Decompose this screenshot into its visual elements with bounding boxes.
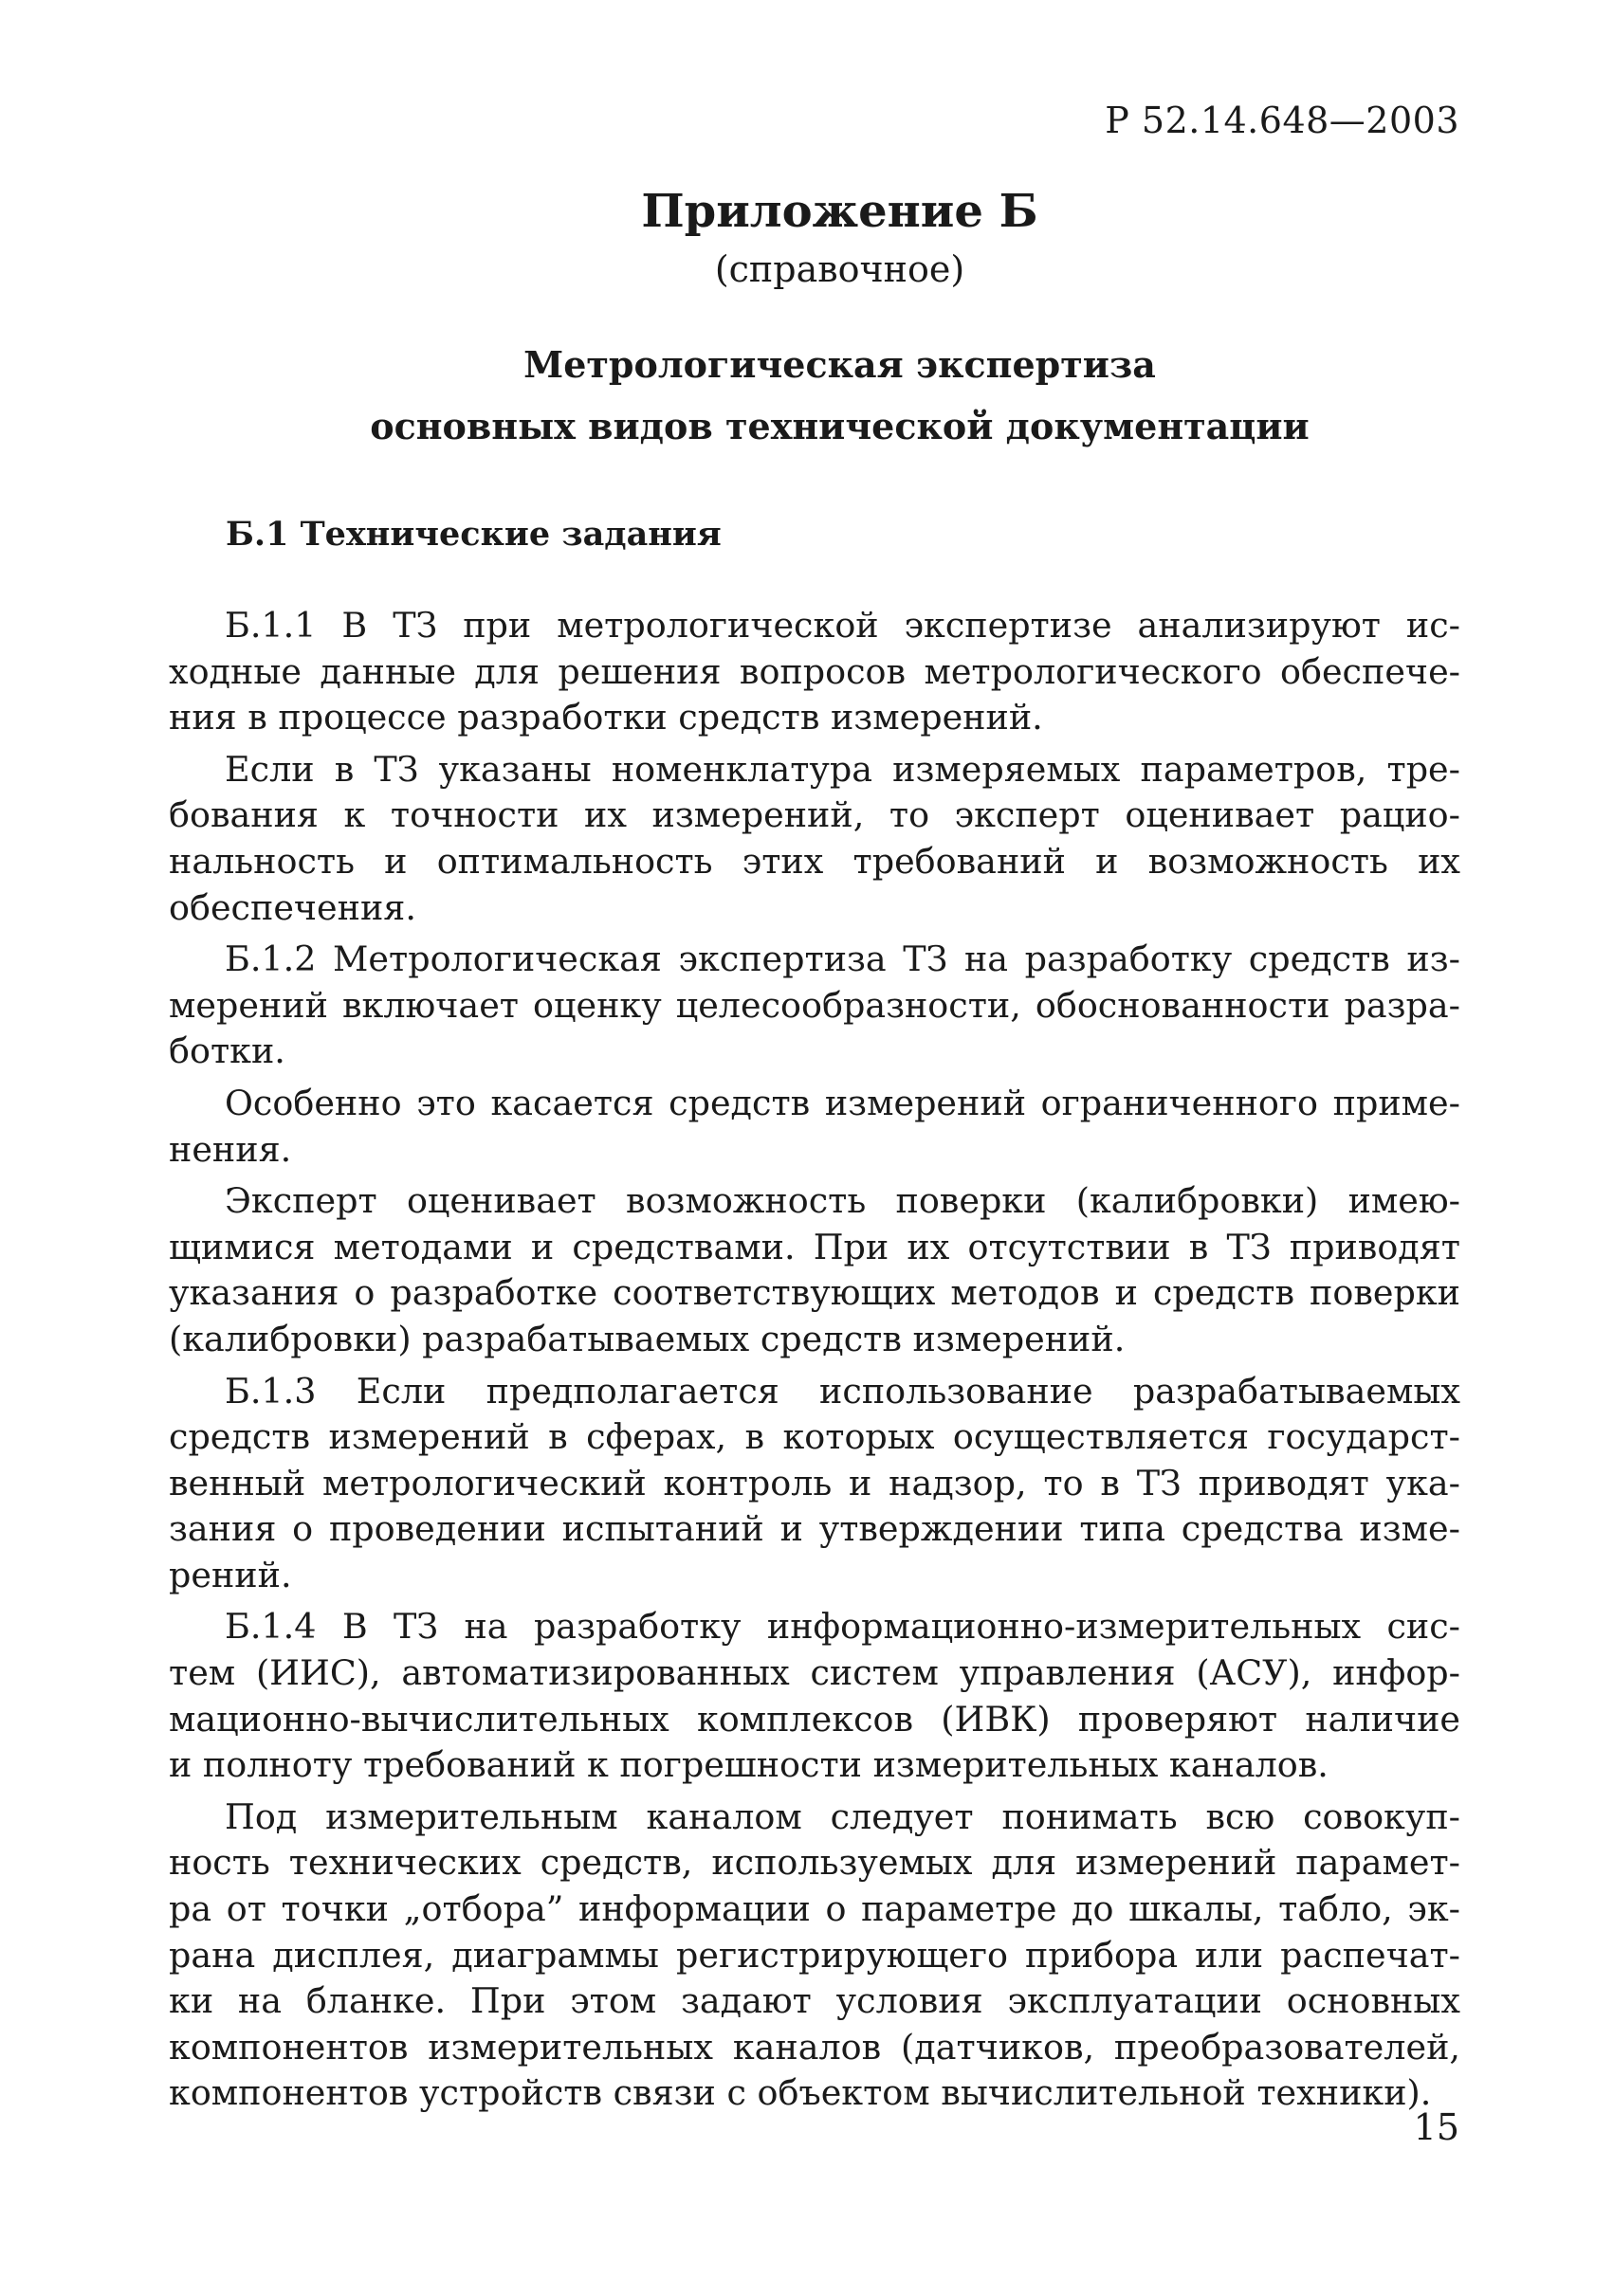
- text-line: зания о проведении испытаний и утверждении типа средства изме-: [169, 1508, 1460, 1550]
- text-line: ботки.: [169, 1030, 285, 1072]
- text-line: указания о разработке соответствующих методов и средств поверки: [169, 1272, 1460, 1314]
- paragraph: [169, 1178, 1460, 1362]
- paragraph: [169, 1369, 1460, 1599]
- text-line: ходные данные для решения вопросов метрологического обеспече-: [169, 650, 1460, 692]
- text-line: бования к точности их измерений, то эксперт оценивает рацио-: [169, 794, 1460, 836]
- text-line: средств измерений в сферах, в которых осуществляется государст-: [169, 1416, 1460, 1458]
- paragraph: [169, 1081, 1460, 1173]
- appendix-title: Приложение Б: [641, 185, 1038, 238]
- text-line: Особенно это касается средств измерений ограниченного приме-: [225, 1082, 1460, 1123]
- text-line: Эксперт оценивает возможность поверки (калибровки) имею-: [225, 1180, 1460, 1222]
- paragraph: [169, 747, 1460, 931]
- text-line: ния в процессе разработки средств измерений.: [169, 697, 1043, 738]
- text-line: рана дисплея, диаграммы регистрирующего прибора или распечат-: [169, 1934, 1460, 1976]
- text-line: рений.: [169, 1554, 292, 1595]
- appendix-heading-line: основных видов технической документации: [370, 405, 1310, 447]
- text-line: компонентов устройств связи с объектом вычислительной техники).: [169, 2072, 1432, 2114]
- text-line: ность технических средств, используемых для измерений парамет-: [169, 1842, 1460, 1884]
- paragraph: [169, 1604, 1460, 1788]
- text-line: мационно-вычислительных комплексов (ИВК) проверяют наличие: [169, 1698, 1460, 1740]
- text-line: Под измерительным каналом следует понимать всю совокуп-: [225, 1795, 1460, 1837]
- appendix-heading-line: Метрологическая экспертиза: [523, 343, 1156, 386]
- text-line: тем (ИИС), автоматизированных систем управления (АСУ), инфор-: [169, 1652, 1460, 1694]
- text-line: щимися методами и средствами. При их отсутствии в ТЗ приводят: [169, 1226, 1460, 1267]
- text-line: Б.1.4 В ТЗ на разработку информационно-измерительных сис-: [225, 1606, 1460, 1648]
- document-code: Р 52.14.648—2003: [1105, 100, 1459, 141]
- text-line: мерений включает оценку целесообразности, обоснованности разра-: [169, 984, 1460, 1026]
- text-line: компонентов измерительных каналов (датчиков, преобразователей,: [169, 2026, 1460, 2068]
- text-line: венный метрологический контроль и надзор, то в ТЗ приводят ука-: [169, 1462, 1460, 1503]
- text-line: ки на бланке. При этом задают условия эксплуатации основных: [169, 1980, 1460, 2022]
- paragraph: [169, 603, 1460, 741]
- text-line: ра от точки „отбора” информации о параметре до шкалы, табло, эк-: [169, 1888, 1460, 1930]
- text-line: и полноту требований к погрешности измерительных каналов.: [169, 1744, 1329, 1786]
- text-line: (калибровки) разрабатываемых средств измерений.: [169, 1318, 1126, 1359]
- appendix-subtitle: (справочное): [714, 248, 965, 290]
- text-line: обеспечения.: [169, 886, 416, 928]
- paragraph: [169, 1795, 1460, 2117]
- appendix-heading: [0, 334, 1613, 457]
- paragraph: [169, 937, 1460, 1075]
- text-line: Б.1.1 В ТЗ при метрологической экспертизе анализируют ис-: [225, 605, 1460, 646]
- text-line: Б.1.2 Метрологическая экспертиза ТЗ на разработку средств из-: [225, 938, 1460, 980]
- body-text: [169, 603, 1460, 2117]
- subsection-heading: Б.1 Технические задания: [226, 515, 722, 554]
- text-line: Если в ТЗ указаны номенклатура измеряемых параметров, тре-: [225, 748, 1460, 790]
- text-line: нальность и оптимальность этих требований и возможность их: [169, 840, 1460, 882]
- text-line: Б.1.3 Если предполагается использование разрабатываемых: [225, 1370, 1460, 1412]
- page-number: 15: [1413, 2106, 1459, 2148]
- text-line: нения.: [169, 1128, 292, 1170]
